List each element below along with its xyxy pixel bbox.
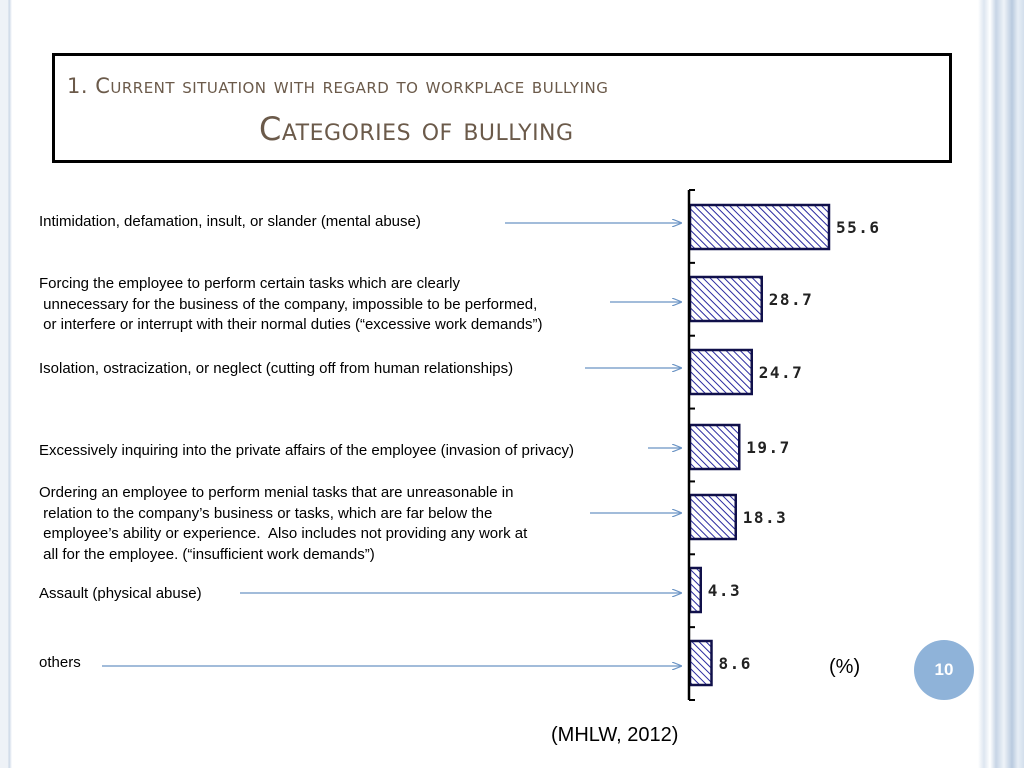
category-label-line: unnecessary for the business of the company, impossible to be performed,: [39, 295, 538, 313]
data-label: 55.6: [836, 218, 881, 237]
data-label: 4.3: [707, 581, 742, 600]
data-label: 28.7: [768, 290, 814, 309]
bar: [690, 205, 829, 249]
category-label-line: others: [39, 654, 81, 671]
category-label-line: Isolation, ostracization, or neglect (cutting off from human relationships): [39, 360, 514, 377]
bar: [690, 495, 736, 539]
slide-title: 1. Current situation with regard to workplace bullying: [67, 74, 609, 98]
category-label-line: Assault (physical abuse): [39, 585, 202, 602]
bar: [690, 568, 701, 612]
source-citation: (MHLW, 2012): [551, 724, 679, 746]
category-label-line: Excessively inquiring into the private affairs of the employee (invasion of privacy): [39, 442, 574, 459]
category-label-line: relation to the company’s business or tasks, which are far below the: [39, 504, 493, 522]
bar: [690, 350, 752, 394]
slide-subtitle: Categories of bullying: [259, 110, 574, 148]
category-label-line: Ordering an employee to perform menial tasks that are unreasonable in: [39, 484, 514, 501]
data-label: 8.6: [718, 654, 752, 673]
page-number: 10: [914, 640, 974, 700]
data-label: 24.7: [758, 363, 804, 382]
category-label-line: all for the employee. (“insufficient work demands”): [39, 545, 375, 563]
bar: [690, 641, 712, 685]
category-label-line: employee’s ability or experience. Also includes not providing any work at: [39, 525, 528, 542]
data-label: 18.3: [742, 508, 788, 527]
unit-label: (%): [829, 656, 861, 678]
category-label-line: Intimidation, defamation, insult, or slander (mental abuse): [39, 213, 421, 230]
category-label-line: Forcing the employee to perform certain tasks which are clearly: [39, 275, 461, 292]
category-label-line: or interfere or interrupt with their normal duties (“excessive work demands”): [39, 316, 543, 333]
bar: [690, 425, 739, 469]
bar: [690, 277, 762, 321]
data-label: 19.7: [746, 438, 791, 457]
